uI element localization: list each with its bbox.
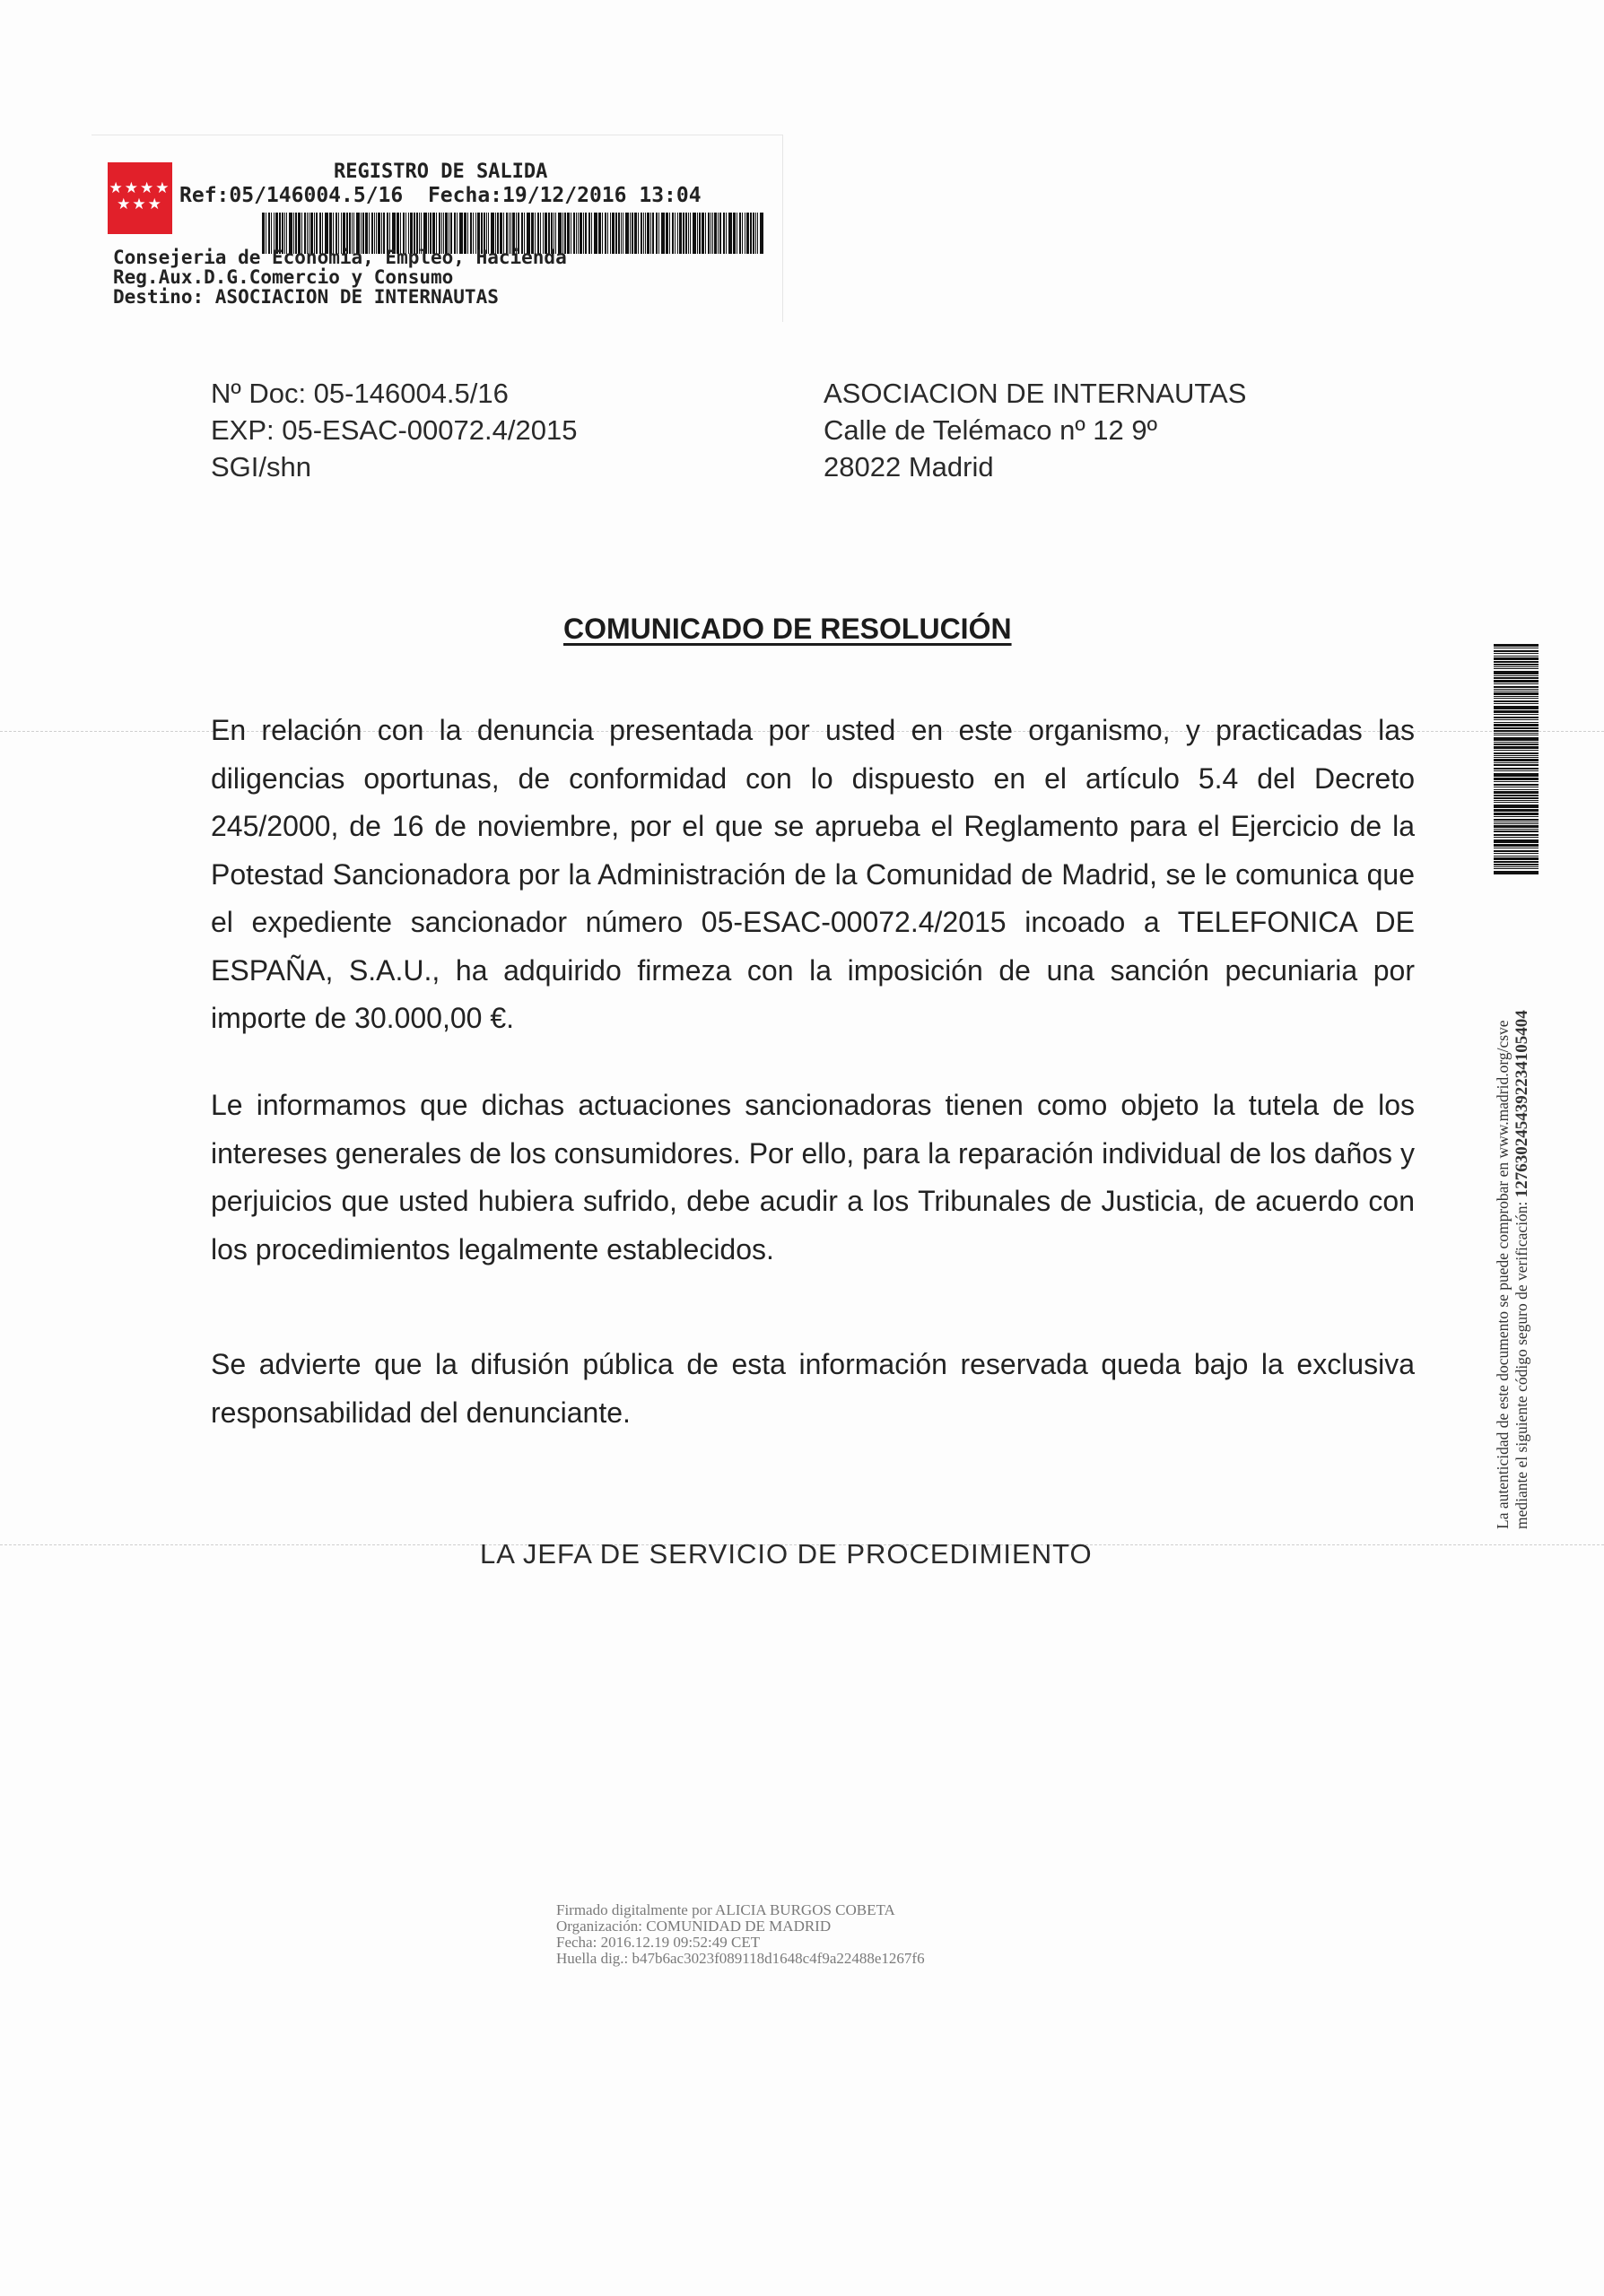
barcode-bar [605,213,606,254]
barcode-bar [1494,856,1539,857]
barcode-bar [1494,683,1539,684]
barcode-bar [1494,706,1539,709]
barcode-bar [1494,750,1539,751]
barcode-bar [1494,823,1539,824]
signature-date: Fecha: 2016.12.19 09:52:49 CET [556,1934,761,1951]
barcode-bar [739,213,741,254]
barcode-bar [708,213,710,254]
document-reference [211,375,577,485]
barcode-bar [1494,868,1539,869]
barcode-bar [1494,825,1539,828]
barcode-bar [1494,653,1539,654]
barcode-bar [1494,837,1539,838]
barcode-bar [645,213,646,254]
barcode-bar [688,213,689,254]
barcode-bar [1494,797,1539,799]
barcode-bar [685,213,687,254]
barcode-bar [630,213,631,254]
barcode-bar [1494,759,1539,761]
barcode-bar [1494,809,1539,810]
barcode-bar [656,213,658,254]
barcode-bar [615,213,617,254]
recipient-address [824,375,1246,485]
barcode-bar [702,213,704,254]
signer-role: LA JEFA DE SERVICIO DE PROCEDIMIENTO [480,1538,1093,1570]
barcode-bar [1494,831,1539,832]
barcode-bar [1494,696,1539,697]
barcode-bar [1494,744,1539,745]
barcode-bar [618,213,620,254]
barcode-bar [602,213,603,254]
doc-number: Nº Doc: 05-146004.5/16 [211,378,509,409]
barcode-bar [1494,730,1539,732]
barcode-bar [675,213,676,254]
barcode-bar [578,213,579,254]
barcode-bar [1494,677,1539,679]
barcode-bar [760,213,763,254]
barcode-bar [1494,710,1539,713]
barcode-bar [1494,657,1539,660]
barcode-bar [1494,834,1539,836]
signature-organization: Organización: COMUNIDAD DE MADRID [556,1918,832,1935]
barcode-bar [1494,644,1539,647]
barcode-bar [1494,737,1539,741]
barcode-bar [723,213,725,254]
barcode-bar [647,213,649,254]
barcode-bar [728,213,732,254]
barcode-bar [634,213,637,254]
barcode-bar [672,213,674,254]
barcode-bar [621,213,622,254]
barcode-bar [733,213,736,254]
barcode-bar [746,213,749,254]
barcode-bar [1494,871,1539,874]
stamp-title: REGISTRO DE SALIDA [334,161,548,183]
barcode-bar [1494,816,1539,817]
recipient-city: 28022 Madrid [824,451,994,483]
barcode-bar [1494,733,1539,734]
body-paragraph-1: En relación con la denuncia presentada por usted en este organismo, y practicadas las diligencias oportunas, de conformidad con lo dispuesto en el artículo 5.4 del Decreto 245/2000, de 16 de noviembre, por el que se aprueba el Reglamento para el Ejercicio de la Potestad Sancionadora por la Administración de la Comunidad de Madrid, se le comunica que el expediente sancionador número 05-ESAC-00072.4/2015 incoado a TELEFONICA DE ESPAÑA, S.A.U., ha adquirido firmeza con la imposición de una sanción pecuniaria por importe de 30.000,00 €. [211,714,1415,1034]
barcode-bar [1494,762,1539,763]
verification-barcode [1494,644,1539,875]
barcode-bar [1494,689,1539,690]
recipient-street: Calle de Telémaco nº 12 9º [824,414,1157,446]
stamp-department: Consejeria de Economia, Empleo, Hacienda [113,247,567,268]
barcode-bar [690,213,691,254]
barcode-bar [1494,700,1539,702]
barcode-bar [693,213,696,254]
barcode-bar [677,213,678,254]
barcode-bar [594,213,597,254]
barcode-bar [567,213,570,254]
barcode-bar [588,213,590,254]
barcode-bar [719,213,721,254]
barcode-bar [1494,789,1539,790]
barcode-bar [1494,819,1539,821]
verification-code: 1276302454392234105404 [1512,1010,1531,1198]
barcode-bar [1494,804,1539,808]
barcode-bar [1494,724,1539,726]
barcode-bar [1494,784,1539,786]
barcode-bar [625,213,629,254]
barcode-bar [1494,850,1539,852]
barcode-bar [1494,666,1539,667]
barcode-bar [1494,698,1539,700]
stamp-destination: Destino: ASOCIACION DE INTERNAUTAS [113,286,499,308]
barcode-bar [638,213,639,254]
barcode-bar [1494,857,1539,860]
barcode-bar [679,213,682,254]
barcode-bar [1494,680,1539,683]
barcode-bar [652,213,654,254]
barcode-bar [1494,722,1539,723]
barcode-bar [710,213,711,254]
stamp-ref-line: Ref:05/146004.5/16 Fecha:19/12/2016 13:04 [179,184,702,207]
barcode-bar [612,213,615,254]
comunidad-madrid-flag-icon: ★★★★ ★★★ [108,162,172,234]
barcode-bar [1494,656,1539,657]
expediente-number: EXP: 05-ESAC-00072.4/2015 [211,414,578,446]
verification-line-1: La autenticidad de este documento se puede comprobar en www.madrid.org/csve [1494,1020,1512,1529]
stamp-registry: Reg.Aux.D.G.Comercio y Consumo [113,266,454,288]
barcode-bar [1494,664,1539,665]
barcode-bar [583,213,584,254]
barcode-bar [1494,764,1539,766]
signature-hash: Huella dig.: b47b6ac3023f089118d1648c4f9a22488e1267f6 [556,1950,925,1967]
barcode-bar [1494,703,1539,704]
barcode-bar [1494,861,1539,863]
barcode-bar [1494,795,1539,796]
barcode-bar [1494,853,1539,854]
barcode-bar [742,213,743,254]
barcode-bar [1494,791,1539,794]
barcode-bar [1494,781,1539,782]
barcode-bar [726,213,727,254]
barcode-bar [1494,668,1539,669]
verification-text [1494,883,1531,1529]
barcode-bar [714,213,717,254]
barcode-bar [699,213,701,254]
body-paragraph-2: Le informamos que dichas actuaciones sancionadoras tienen como objeto la tutela de los intereses generales de los consumidores. Por ello, para la reparación individual de los daños y perjuicios que usted hubiera sufrido, debe acudir a los Tribunales de Justicia, de acuerdo con los procedimientos legalmente establecidos. [211,1089,1415,1265]
document-title: COMUNICADO DE RESOLUCIÓN [563,613,1012,645]
barcode-bar [683,213,684,254]
barcode-bar [705,213,706,254]
barcode-bar [1494,802,1539,803]
recipient-name: ASOCIACION DE INTERNAUTAS [824,378,1247,409]
barcode-bar [573,213,575,254]
barcode-bar [1494,810,1539,812]
barcode-bar [718,213,719,254]
barcode-bar [650,213,651,254]
registry-stamp [92,135,783,322]
barcode-bar [607,213,608,254]
barcode-bar [1494,719,1539,720]
barcode-bar [598,213,601,254]
verification-line-2: mediante el siguiente código seguro de verificación: 1276302454392234105404 [1512,1010,1531,1529]
barcode-bar [1494,839,1539,843]
barcode-bar [1494,757,1539,758]
barcode-bar [576,213,577,254]
barcode-bar [661,213,665,254]
barcode-bar [1494,746,1539,749]
barcode-bar [1494,778,1539,780]
barcode-bar [580,213,582,254]
barcode-bar [1494,800,1539,801]
barcode-bar [1494,844,1539,847]
barcode-bar [1494,686,1539,688]
barcode-bar [755,213,756,254]
barcode-bar [1494,813,1539,815]
barcode-bar [1494,755,1539,756]
barcode-bar [697,213,698,254]
digital-signature [556,1902,925,1967]
barcode-bar [610,213,611,254]
body-paragraph-3: Se advierte que la difusión pública de esta información reservada queda bajo la exclusiva responsabilidad del denunciante. [211,1348,1415,1429]
barcode-bar [1494,768,1539,770]
barcode-bar [757,213,758,254]
barcode-bar [1494,692,1539,695]
barcode-bar [1494,864,1539,865]
barcode-bar [1494,717,1539,718]
barcode-bar [666,213,668,254]
barcode-bar [1494,742,1539,743]
barcode-bar [643,213,644,254]
barcode-bar [591,213,592,254]
barcode-bar [585,213,587,254]
barcode-bar [1494,829,1539,830]
barcode-bar [641,213,642,254]
barcode-bar [632,213,633,254]
barcode-bar [753,213,754,254]
barcode-bar [1494,773,1539,777]
internal-reference: SGI/shn [211,451,311,483]
barcode-bar [1494,770,1539,771]
barcode-bar [1494,650,1539,652]
barcode-bar [1494,675,1539,676]
barcode-bar [1494,727,1539,729]
barcode-bar [1494,752,1539,754]
barcode-bar [750,213,752,254]
barcode-bar [1494,714,1539,715]
signed-by: Firmado digitalmente por ALICIA BURGOS COBETA [556,1901,895,1918]
barcode-bar [1494,866,1539,867]
barcode-bar [669,213,670,254]
barcode-bar [712,213,713,254]
barcode-bar [658,213,659,254]
barcode-bar [1494,661,1539,663]
barcode-bar [1494,671,1539,674]
